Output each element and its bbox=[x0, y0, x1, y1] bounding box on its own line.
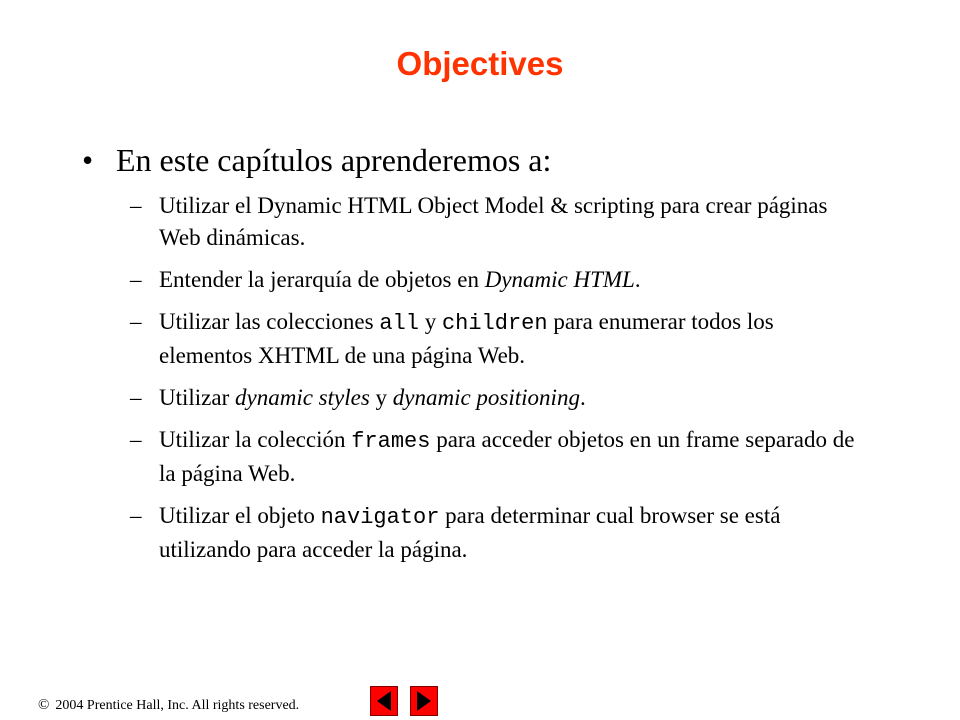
emphasis-text: dynamic styles bbox=[235, 385, 370, 410]
sub-bullet-dash: – bbox=[130, 427, 142, 452]
sub-bullet-text: Utilizar bbox=[159, 385, 235, 410]
sub-bullet-text: Utilizar la colección bbox=[159, 427, 352, 452]
sub-bullet-text: . bbox=[579, 385, 586, 410]
sub-bullet-item bbox=[127, 306, 867, 372]
sub-bullet-dash: – bbox=[130, 267, 142, 292]
copyright-symbol: © bbox=[38, 697, 50, 713]
sub-bullet-dash: – bbox=[130, 309, 142, 334]
left-triangle-icon bbox=[371, 687, 397, 715]
sub-bullet-list bbox=[127, 190, 867, 576]
code-term: navigator bbox=[320, 505, 440, 530]
emphasis-text: Dynamic HTML bbox=[484, 267, 635, 292]
sub-bullet-text: . bbox=[634, 267, 641, 292]
sub-bullet-item bbox=[127, 382, 867, 414]
next-slide-button[interactable] bbox=[410, 686, 438, 716]
sub-bullet-text: Entender la jerarquía de objetos en bbox=[159, 267, 485, 292]
sub-bullet-dash: – bbox=[130, 193, 142, 218]
main-bullet bbox=[82, 140, 551, 180]
bullet-marker: • bbox=[82, 142, 94, 178]
sub-bullet-text: y bbox=[418, 309, 442, 334]
sub-bullet-item bbox=[127, 190, 867, 254]
code-term: all bbox=[379, 311, 419, 336]
sub-bullet-text: Utilizar el objeto bbox=[159, 503, 321, 528]
copyright-text: 2004 Prentice Hall, Inc. All rights reserved. bbox=[55, 698, 300, 713]
emphasis-text: dynamic positioning bbox=[392, 385, 580, 410]
sub-bullet-text: y bbox=[369, 385, 393, 410]
sub-bullet-item bbox=[127, 264, 867, 296]
sub-bullet-item bbox=[127, 424, 867, 490]
sub-bullet-item bbox=[127, 500, 867, 566]
code-term: frames bbox=[351, 429, 431, 454]
sub-bullet-text: Utilizar el Dynamic HTML Object Model & scripting para crear páginas Web dinámicas. bbox=[159, 193, 828, 250]
main-bullet-text: En este capítulos aprenderemos a: bbox=[116, 142, 552, 178]
sub-bullet-text: para acceder objetos en un frame separado de la página Web. bbox=[159, 427, 855, 486]
footer bbox=[38, 696, 299, 715]
sub-bullet-dash: – bbox=[130, 503, 142, 528]
sub-bullet-dash: – bbox=[130, 385, 142, 410]
sub-bullet-text: para determinar cual browser se está utilizando para acceder la página. bbox=[159, 503, 781, 562]
sub-bullet-text: para enumerar todos los elementos XHTML de una página Web. bbox=[159, 309, 774, 368]
slide-title: Objectives bbox=[396, 45, 564, 82]
previous-slide-button[interactable] bbox=[370, 686, 398, 716]
sub-bullet-text: Utilizar las colecciones bbox=[159, 309, 380, 334]
code-term: children bbox=[441, 311, 548, 336]
right-triangle-icon bbox=[411, 687, 437, 715]
